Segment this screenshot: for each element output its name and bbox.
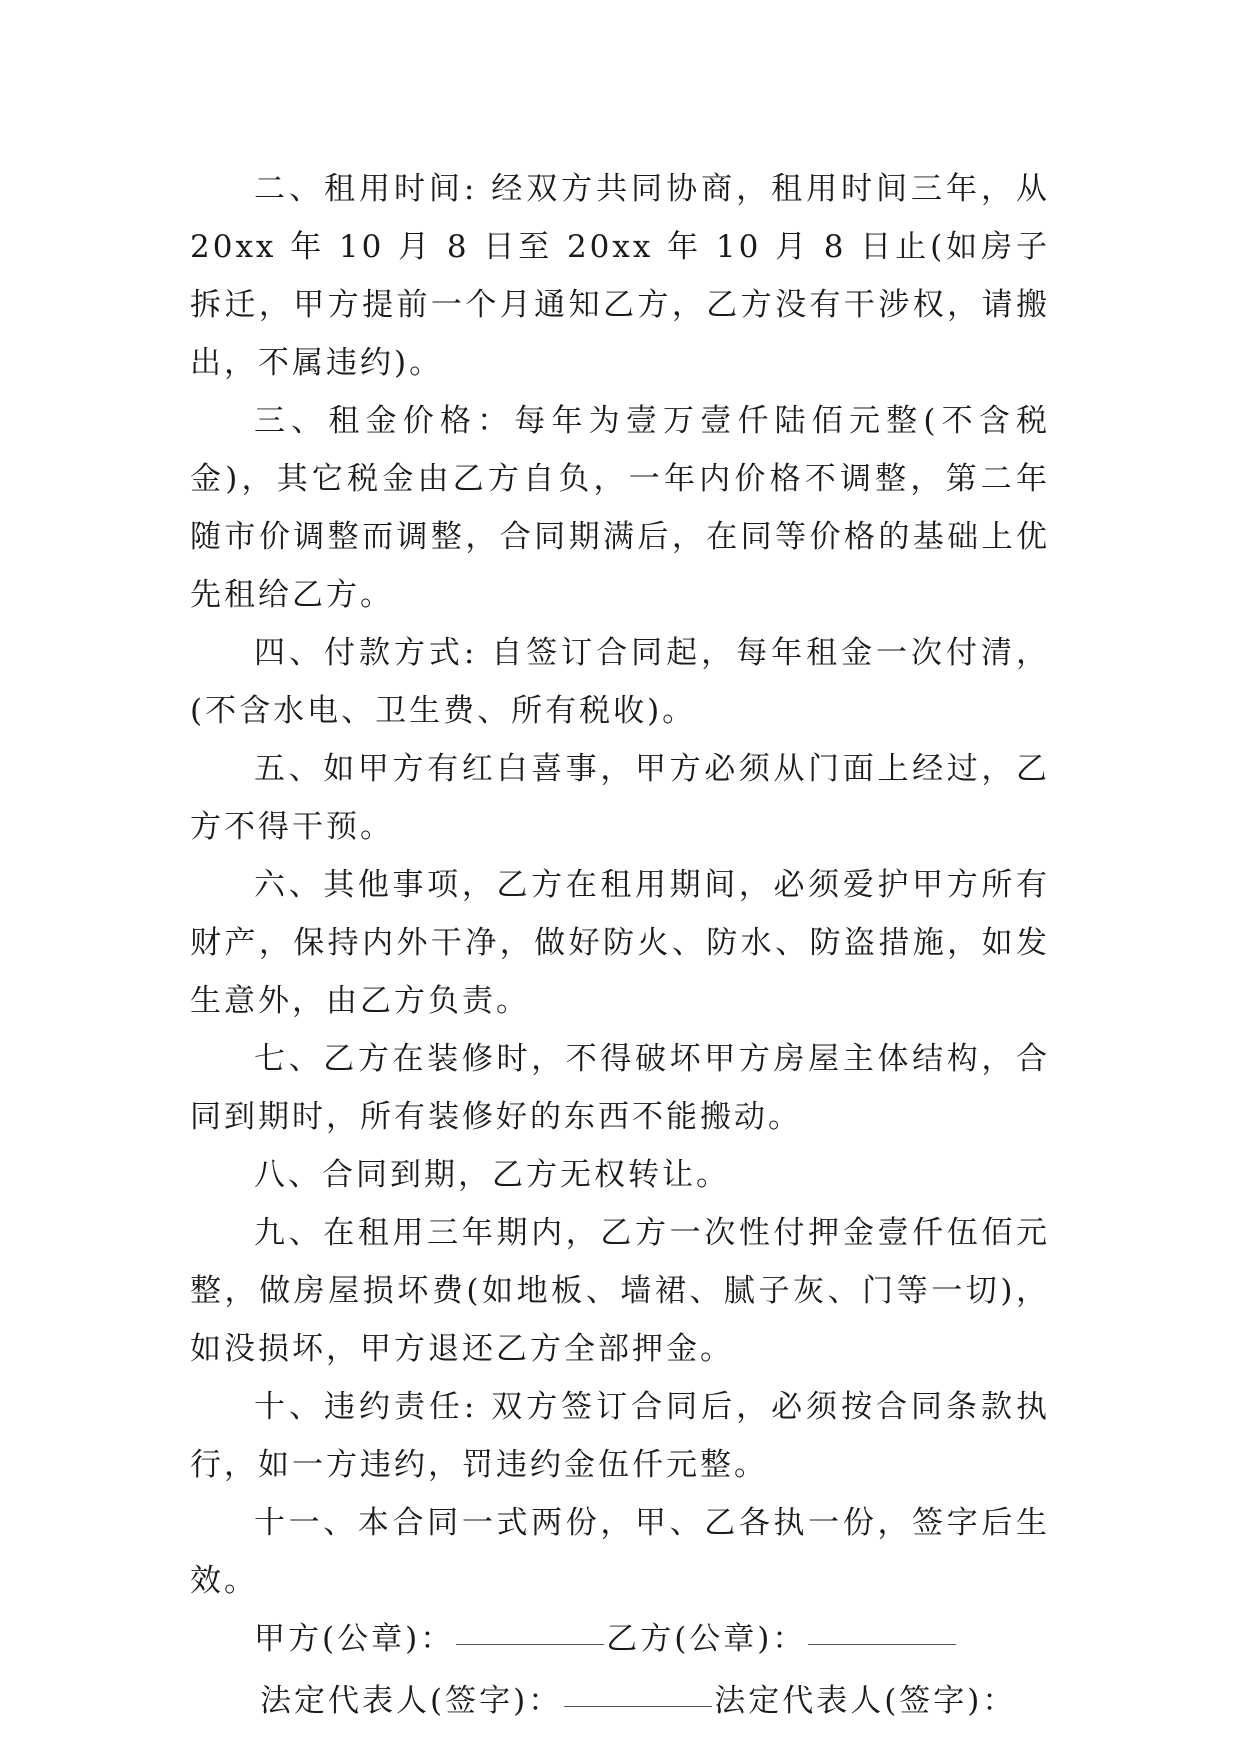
clause-9: 九、在租用三年期内，乙方一次性付押金壹仟伍佰元整，做房屋损坏费(如地板、墙裙、腻子灰、门等一切)，如没损坏，甲方退还乙方全部押金。	[190, 1215, 1050, 1367]
party-a-rep-label: 法定代表人(签字)：	[260, 1683, 563, 1719]
seal-signature-row	[190, 1610, 1050, 1668]
clause-2: 二、租用时间: 经双方共同协商，租用时间三年，从 20xx 年 10 月 8 日至 20xx 年 10 月 8 日止(如房子拆迁，甲方提前一个月通知乙方，乙方没有干涉权，请搬出，不属违约)。	[190, 171, 1050, 381]
clause-4: 四、付款方式: 自签订合同起，每年租金一次付清，(不含水电、卫生费、所有税收)。	[190, 635, 1050, 729]
party-b-seal-label: 乙方(公章)：	[606, 1621, 807, 1657]
party-a-rep-blank[interactable]	[564, 1704, 712, 1707]
party-a-seal-label: 甲方(公章)：	[254, 1621, 455, 1657]
clause-3: 三、租金价格：每年为壹万壹仟陆佰元整(不含税金)，其它税金由乙方自负，一年内价格不调整，第二年随市价调整而调整，合同期满后，在同等价格的基础上优先租给乙方。	[190, 403, 1050, 613]
clause-8: 八、合同到期，乙方无权转让。	[254, 1157, 730, 1193]
clause-10: 十、违约责任: 双方签订合同后，必须按合同条款执行，如一方违约，罚违约金伍仟元整。	[190, 1389, 1050, 1483]
party-b-rep-label: 法定代表人(签字)：	[714, 1683, 1017, 1719]
clause-5: 五、如甲方有红白喜事，甲方必须从门面上经过，乙方不得干预。	[190, 751, 1050, 845]
clause-6: 六、其他事项，乙方在租用期间，必须爱护甲方所有财产，保持内外干净，做好防火、防水、防盗措施，如发生意外，由乙方负责。	[190, 867, 1050, 1019]
party-a-seal-blank[interactable]	[456, 1642, 604, 1645]
clause-11: 十一、本合同一式两份，甲、乙各执一份，签字后生效。	[190, 1505, 1050, 1599]
representative-signature-row	[190, 1672, 1050, 1730]
contract-body	[190, 160, 1050, 1730]
clause-7: 七、乙方在装修时，不得破坏甲方房屋主体结构，合同到期时，所有装修好的东西不能搬动。	[190, 1041, 1050, 1135]
party-b-seal-blank[interactable]	[808, 1642, 956, 1645]
